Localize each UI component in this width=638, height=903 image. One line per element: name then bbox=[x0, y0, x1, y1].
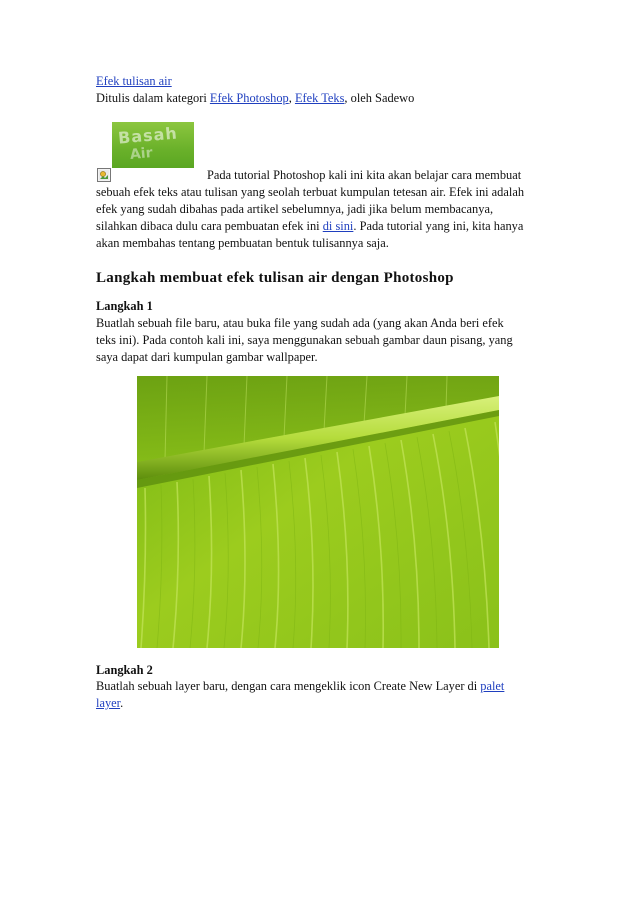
step-2-line-1-start: Buatlah sebuah layer baru, dengan cara mengeklik icon Create New Layer di bbox=[96, 679, 481, 693]
intro-line-1: Pada tutorial Photoshop kali ini kita akan belajar cara membuat bbox=[207, 168, 522, 182]
thumbnail-word-2: Air bbox=[129, 145, 154, 163]
step-2-line-2 bbox=[96, 695, 123, 712]
di-sini-link[interactable]: di sini bbox=[322, 219, 354, 233]
section-heading: Langkah membuat efek tulisan air dengan Photoshop bbox=[96, 270, 454, 286]
step-1-line-1: Buatlah sebuah file baru, atau buka file yang sudah ada (yang akan Anda beri efek bbox=[96, 316, 504, 330]
intro-line-3: efek yang sudah dibahas pada artikel sebelumnya, jadi jika belum membacanya, bbox=[96, 202, 494, 216]
intro-line-4 bbox=[96, 218, 523, 235]
step-2-line-1 bbox=[96, 678, 504, 695]
palet-link[interactable]: palet bbox=[480, 679, 505, 693]
step-1-line-2: teks ini). Pada contoh kali ini, saya menggunakan sebuah gambar daun pisang, yang bbox=[96, 333, 513, 347]
intro-line-4-start: silahkan dibaca dulu cara pembuatan efek ini bbox=[96, 219, 323, 233]
layer-link[interactable]: layer bbox=[96, 696, 121, 710]
intro-line-4-end: . Pada tutorial yang ini, kita hanya bbox=[353, 219, 524, 233]
banana-leaf-image bbox=[137, 376, 499, 648]
thumbnail-image bbox=[112, 122, 194, 168]
byline-author: , oleh Sadewo bbox=[344, 91, 415, 105]
broken-image-icon bbox=[97, 168, 111, 182]
article-byline bbox=[96, 90, 414, 107]
step-2-title: Langkah 2 bbox=[96, 663, 153, 677]
step-1-title: Langkah 1 bbox=[96, 299, 153, 313]
byline-separator: , bbox=[288, 91, 295, 105]
step-1-line-3: saya dapat dari kumpulan gambar wallpaper. bbox=[96, 350, 318, 364]
category-link-efek-teks[interactable]: Efek Teks bbox=[294, 91, 345, 105]
intro-line-5: akan membahas tentang pembuatan bentuk tulisannya saja. bbox=[96, 236, 389, 250]
category-link-efek-photoshop[interactable]: Efek Photoshop bbox=[209, 91, 289, 105]
thumbnail-word-1: Basah bbox=[117, 123, 179, 148]
byline-prefix: Ditulis dalam kategori bbox=[96, 91, 210, 105]
step-2-line-2-end: . bbox=[120, 696, 124, 710]
article-title-link[interactable]: Efek tulisan air bbox=[96, 74, 172, 88]
intro-line-2: sebuah efek teks atau tulisan yang seolah terbuat kumpulan tetesan air. Efek ini adalah bbox=[96, 185, 525, 199]
